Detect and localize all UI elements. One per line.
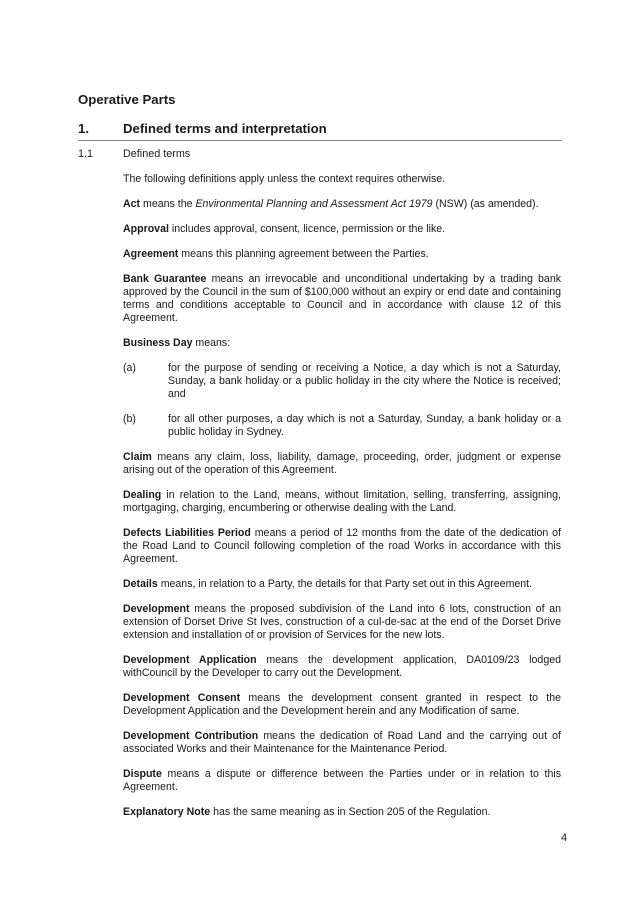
section-title: Defined terms and interpretation [123,121,327,136]
act-title: Environmental Planning and Assessment Act 1979 [195,198,433,210]
definition-text: means the dedication of Road Land and the carrying out of associated Works and their Maintenance for the Maintenance Period. [123,730,561,755]
item-label: (b) [123,413,136,425]
term: Development [123,603,190,615]
definition-text: means the proposed subdivision of the Land into 6 lots, construction of an extension of Dorset Drive St Ives, construction of a cul-de-sac at the end of the Dorset Drive extension and installation of or provision of Services for the new lots. [123,603,561,641]
term: Dealing [123,489,162,501]
definition-bank-guarantee [123,273,561,325]
term: Dispute [123,768,162,780]
definition-claim [123,451,561,477]
definitions-body [123,173,561,831]
definition-defects-liabilities-period [123,527,561,566]
subsection-number: 1.1 [78,148,94,160]
definition-text: means, in relation to a Party, the details for that Party set out in this Agreement. [157,578,533,590]
business-day-item-a [123,362,561,401]
intro-paragraph: The following definitions apply unless the context requires otherwise. [123,173,446,185]
heading-operative-parts: Operative Parts [78,92,176,107]
definition-approval [123,223,561,236]
term: Bank Guarantee [123,273,207,285]
term: Business Day [123,337,193,349]
definition-text: means a period of 12 months from the date of the dedication of the Road Land to Council following completion of the road Works in accordance with this Agreement. [123,527,561,565]
item-text: for all other purposes, a day which is not a Saturday, Sunday, a bank holiday or a public holiday in Sydney. [168,413,561,438]
definition-text: (NSW) (as amended). [432,198,539,210]
term: Approval [123,223,169,235]
definition-text: means the development application, DA0109/23 lodged withCouncil by the Developer to carry out the Development. [123,654,561,679]
definition-text: means this planning agreement between the Parties. [178,248,429,260]
term: Act [123,198,141,210]
definition-text: has the same meaning as in Section 205 of the Regulation. [210,806,491,818]
definition-text: means the development consent granted in respect to the Development Application and the Development herein and any Modification of same. [123,692,561,717]
definition-agreement [123,248,561,261]
definition-explanatory-note [123,806,561,819]
definition-business-day [123,337,561,350]
definition-text: means: [192,337,231,349]
definition-dealing [123,489,561,515]
section-heading [78,121,562,141]
definition-text: means an irrevocable and unconditional undertaking by a trading bank approved by the Council in the sum of $100,000 without an expiry or end date and containing terms and conditions acceptable to Council and in accordance with clause 12 of this Agreement. [123,273,562,324]
definition-dispute [123,768,561,794]
item-text: for the purpose of sending or receiving a Notice, a day which is not a Saturday, Sunday, a bank holiday or a public holiday in the city where the Notice is received; and [168,362,561,400]
definition-development [123,603,561,642]
term: Development Consent [123,692,241,704]
term: Development Contribution [123,730,259,742]
definition-development-consent [123,692,561,718]
page-number: 4 [561,832,568,844]
definition-text: in relation to the Land, means, without limitation, selling, transferring, assigning, mortgaging, charging, encumbering or otherwise dealing with the Land. [123,489,561,514]
item-label: (a) [123,362,136,374]
definition-development-application [123,654,561,680]
section-number: 1. [78,121,89,136]
term: Details [123,578,158,590]
definition-details [123,578,561,591]
definition-text: means any claim, loss, liability, damage, proceeding, order, judgment or expense arising out of the operation of this Agreement. [123,451,561,476]
definition-text: means the [140,198,196,210]
term: Explanatory Note [123,806,211,818]
business-day-item-b [123,413,561,439]
definition-act [123,198,561,211]
term: Development Application [123,654,257,666]
term: Agreement [123,248,179,260]
definition-development-contribution [123,730,561,756]
term: Claim [123,451,152,463]
definition-text: includes approval, consent, licence, permission or the like. [168,223,446,235]
term: Defects Liabilities Period [123,527,251,539]
subsection-heading [78,148,190,160]
subsection-title: Defined terms [123,148,191,160]
definition-text: means a dispute or difference between the Parties under or in relation to this Agreement. [123,768,561,793]
